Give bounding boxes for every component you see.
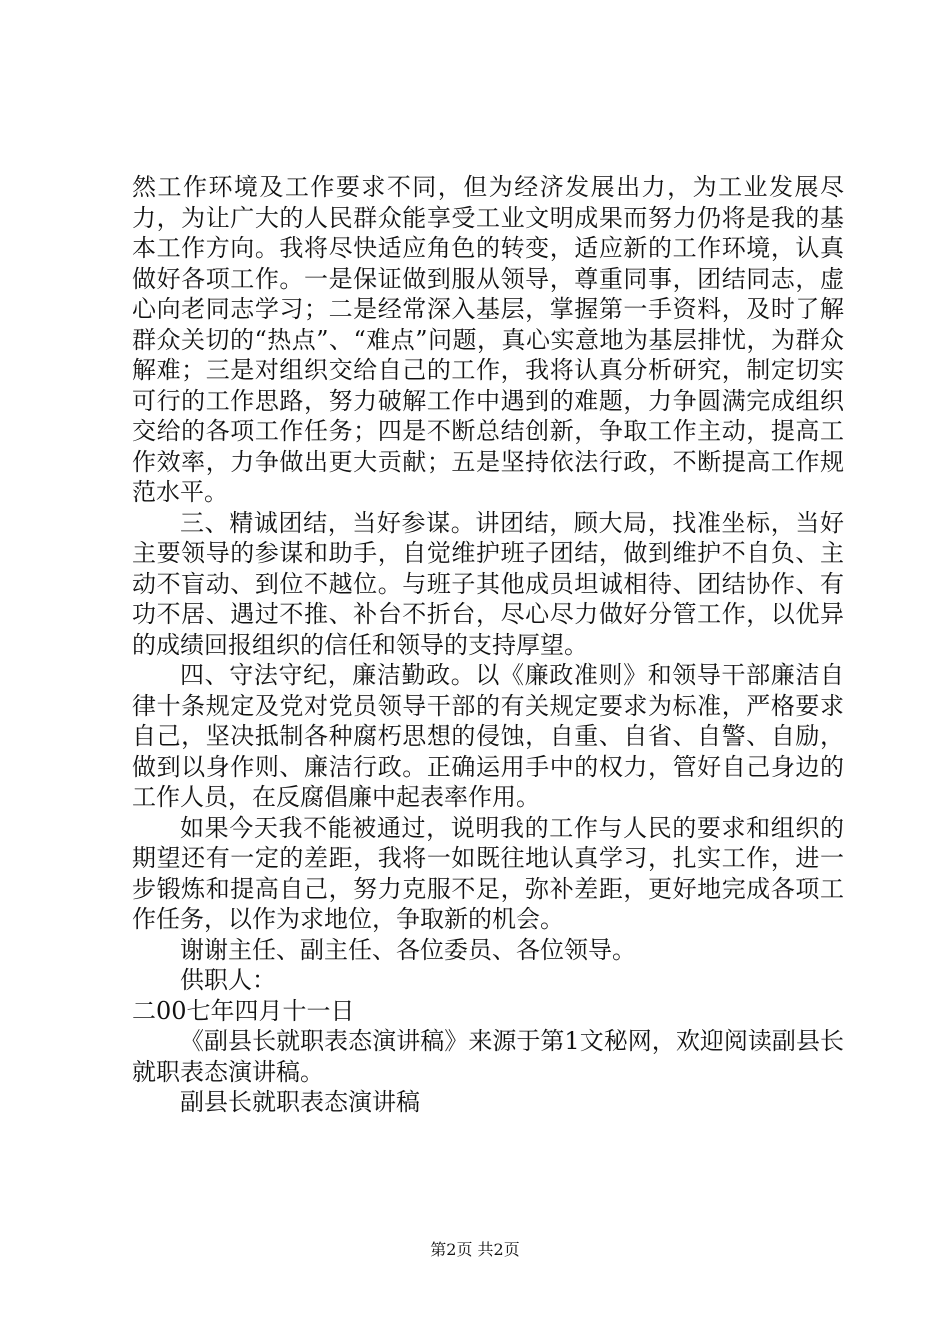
paragraph-integrity: 四、守法守纪，廉洁勤政。以《廉政准则》和领导干部廉洁自律十条规定及党对党员领导干部的有关规定要求为标准，严格要求自己，坚决抵制各种腐朽思想的侵蚀，自重、自省、自警、自励，做到以身作则、廉洁行政。正确运用手中的权力，管好自己身边的工作人员，在反腐倡廉中起表率作用。 [132,661,844,811]
paragraph-work-commitments: 然工作环境及工作要求不同，但为经济发展出力，为工业发展尽力，为让广大的人民群众能享受工业文明成果而努力仍将是我的基本工作方向。我将尽快适应角色的转变，适应新的工作环境，认真做好各项工作。一是保证做到服从领导，尊重同事，团结同志，虚心向老同志学习；二是经常深入基层，掌握第一手资料，及时了解群众关切的“热点”、“难点”问题，真心实意地为基层排忧，为群众解难；三是对组织交给自己的工作，我将认真分析研究，制定切实可行的工作思路，努力破解工作中遇到的难题，力争圆满完成组织交给的各项工作任务；四是不断总结创新，争取工作主动，提高工作效率，力争做出更大贡献；五是坚持依法行政，不断提高工作规范水平。 [132,173,844,506]
paragraph-signatory: 供职人： [180,966,276,994]
paragraph-closing-title: 副县长就职表态演讲稿 [180,1088,420,1116]
paragraph-date: 二00七年四月十一日 [132,996,355,1025]
page-number-footer: 第2页 共2页 [430,1240,520,1259]
paragraph-thanks: 谢谢主任、副主任、各位委员、各位领导。 [180,935,636,964]
paragraph-if-not-passed: 如果今天我不能被通过，说明我的工作与人民的要求和组织的期望还有一定的差距，我将一如既往地认真学习，扎实工作，进一步锻炼和提高自己，努力克服不足，弥补差距，更好地完成各项工作任务，以作为求地位，争取新的机会。 [132,813,844,933]
document-body [132,172,844,1118]
paragraph-source-note: 《副县长就职表态演讲稿》来源于第1文秘网，欢迎阅读副县长就职表态演讲稿。 [132,1027,844,1086]
paragraph-unity: 三、精诚团结，当好参谋。讲团结，顾大局，找准坐标，当好主要领导的参谋和助手，自觉维护班子团结，做到维护不自负、主动不盲动、到位不越位。与班子其他成员坦诚相待、团结协作、有功不居、遇过不推、补台不折台，尽心尽力做好分管工作，以优异的成绩回报组织的信任和领导的支持厚望。 [132,508,844,659]
